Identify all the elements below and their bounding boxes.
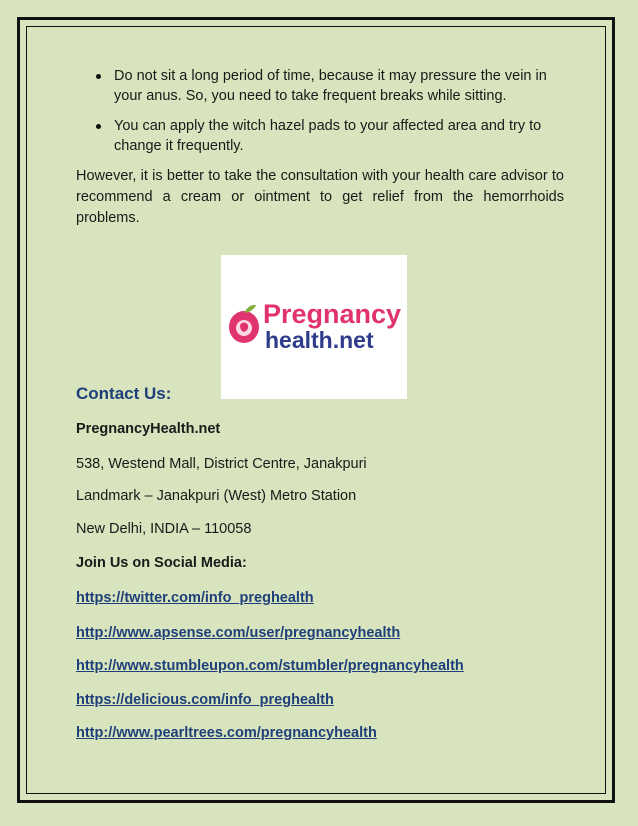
logo-graphic [221, 255, 407, 399]
apsense-link[interactable]: http://www.apsense.com/user/pregnancyhealth [76, 625, 401, 641]
landmark-line: Landmark – Janakpuri (West) Metro Station [76, 488, 357, 504]
main-content [76, 66, 564, 229]
contact-heading: Contact Us: [76, 384, 172, 403]
bullet-text: You can apply the witch hazel pads to your affected area and try to change it frequently. [114, 118, 542, 154]
pearltrees-link[interactable]: http://www.pearltrees.com/pregnancyhealth [76, 725, 377, 741]
twitter-link[interactable]: https://twitter.com/info_preghealth [76, 590, 314, 606]
bullet-icon [96, 74, 101, 79]
bullet-text: Do not sit a long period of time, because it may pressure the vein in your anus. So, you need to take frequent breaks while sitting. [114, 68, 547, 104]
address-line: 538, Westend Mall, District Centre, Janakpuri [76, 456, 367, 472]
bullet-list [76, 66, 564, 156]
logo-text-pregnancy: Pregnancy [263, 299, 402, 329]
delicious-link[interactable]: https://delicious.com/info_preghealth [76, 692, 334, 708]
site-name: PregnancyHealth.net [76, 421, 221, 437]
advice-paragraph: However, it is better to take the consultation with your health care advisor to recommend a cream or ointment to get relief from the hemorrhoids problems. [76, 168, 564, 226]
stumbleupon-link[interactable]: http://www.stumbleupon.com/stumbler/pregnancyhealth [76, 658, 464, 674]
logo-text-health: health.net [265, 327, 374, 353]
city-line: New Delhi, INDIA – 110058 [76, 521, 252, 537]
leaf-icon [244, 305, 256, 313]
pregnancy-health-logo [221, 255, 407, 399]
list-item [76, 116, 564, 156]
bullet-icon [96, 124, 101, 129]
social-heading: Join Us on Social Media: [76, 555, 247, 571]
list-item [76, 66, 564, 106]
